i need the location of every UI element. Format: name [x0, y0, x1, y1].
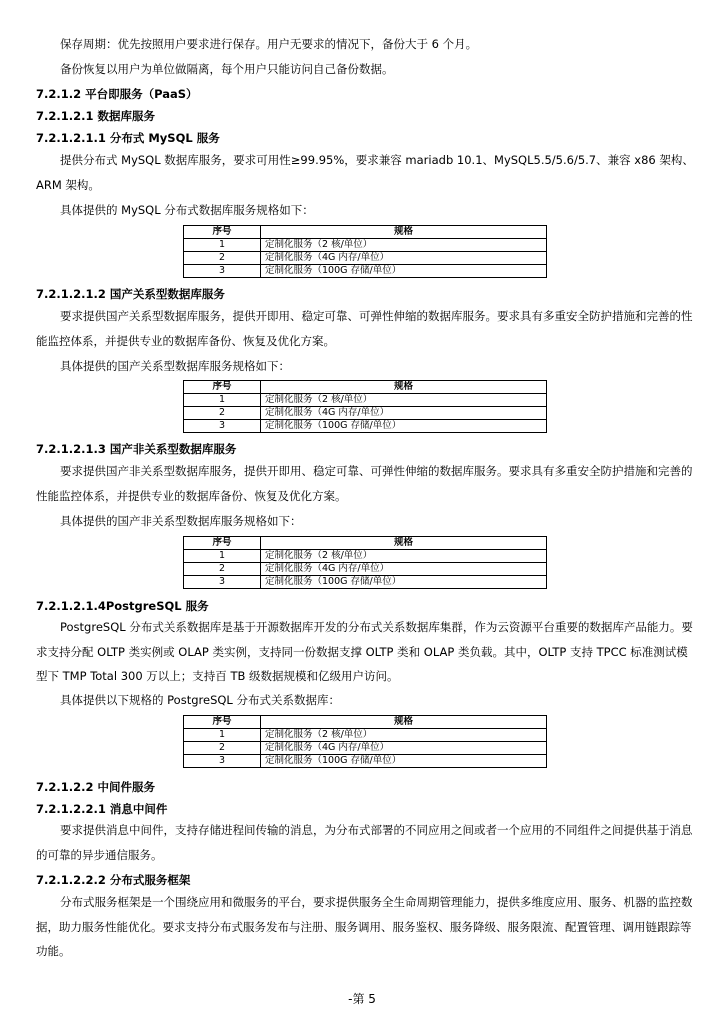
heading-distributed-service-framework: 7.2.1.2.2.2 分布式服务框架 — [36, 873, 191, 887]
heading-mysql: 7.2.1.2.1.1 分布式 MySQL 服务 — [36, 131, 220, 145]
table-header-index: 序号 — [184, 716, 261, 729]
table-cell-index: 1 — [184, 394, 261, 407]
heading-message-middleware: 7.2.1.2.2.1 消息中间件 — [36, 802, 168, 816]
table-cell-spec: 定制化服务（100G 存储/单位） — [261, 755, 547, 768]
table-header-spec: 规格 — [261, 226, 547, 239]
table-row — [184, 420, 547, 433]
table-row — [184, 563, 547, 576]
paragraph-message-middleware-desc: 要求提供消息中间件，支持存储进程间传输的消息，为分布式部署的不同应用之间或者一个应用的不同组件之间提供基于消息的可靠的异步通信服务。 — [36, 823, 693, 862]
table-header-spec: 规格 — [261, 537, 547, 550]
table-cell-spec: 定制化服务（4G 内存/单位） — [261, 407, 547, 420]
table-cell-index: 3 — [184, 265, 261, 278]
table-cell-spec: 定制化服务（2 核/单位） — [261, 550, 547, 563]
table-cell-index: 1 — [184, 550, 261, 563]
table-header-spec: 规格 — [261, 716, 547, 729]
table-cell-index: 2 — [184, 563, 261, 576]
paragraph-distributed-service-framework-desc: 分布式服务框架是一个围绕应用和微服务的平台，要求提供服务全生命周期管理能力，提供多维度应用、服务、机器的监控数据，助力服务性能优化。要求支持分布式服务发布与注册、服务调用、服务鉴权、服务降级、服务限流、配置管理、调用链跟踪等功能。 — [36, 895, 693, 958]
table-row — [184, 239, 547, 252]
table-header-index: 序号 — [184, 537, 261, 550]
table-cell-index: 3 — [184, 755, 261, 768]
table-row — [184, 576, 547, 589]
table-header-index: 序号 — [184, 226, 261, 239]
table-header-row — [184, 716, 547, 729]
table-row — [184, 755, 547, 768]
heading-postgresql: 7.2.1.2.1.4PostgreSQL 服务 — [36, 599, 209, 613]
table-row — [184, 394, 547, 407]
table-row — [184, 252, 547, 265]
paragraph-postgresql-desc: PostgreSQL 分布式关系数据库是基于开源数据库开发的分布式关系数据库集群，作为云资源平台重要的数据库产品能力。要求支持分配 OLTP 类实例或 OLAP 类实例，支持同一份数据支撑 OLTP 类和 OLAP 类负载。其中，OLTP 支持 TPCC 标准测试模型下 TMP Total 300 万以上；支持百 TB 级数据规模和亿级用户访问。 — [36, 620, 693, 683]
table-cell-spec: 定制化服务（100G 存储/单位） — [261, 576, 547, 589]
paragraph-isolation: 备份恢复以用户为单位做隔离，每个用户只能访问自己备份数据。 — [60, 62, 394, 76]
table-cell-spec: 定制化服务（100G 存储/单位） — [261, 265, 547, 278]
table-header-spec: 规格 — [261, 381, 547, 394]
table-row — [184, 265, 547, 278]
paragraph-domestic-nonrelational-desc: 要求提供国产非关系型数据库服务，提供开即用、稳定可靠、可弹性伸缩的数据库服务。要求具有多重安全防护措施和完善的性能监控体系，并提供专业的数据库备份、恢复及优化方案。 — [36, 464, 693, 503]
paragraph-mysql-intro: 具体提供的 MySQL 分布式数据库服务规格如下： — [60, 203, 314, 217]
table-cell-index: 1 — [184, 729, 261, 742]
table-cell-spec: 定制化服务（2 核/单位） — [261, 729, 547, 742]
spec-table-postgresql — [183, 715, 547, 768]
table-row — [184, 742, 547, 755]
heading-domestic-nonrelational: 7.2.1.2.1.3 国产非关系型数据库服务 — [36, 442, 237, 456]
heading-middleware: 7.2.1.2.2 中间件服务 — [36, 780, 155, 794]
heading-database-service: 7.2.1.2.1 数据库服务 — [36, 109, 155, 123]
paragraph-domestic-relational-desc: 要求提供国产关系型数据库服务，提供开即用、稳定可靠、可弹性伸缩的数据库服务。要求具有多重安全防护措施和完善的性能监控体系，并提供专业的数据库备份、恢复及优化方案。 — [36, 309, 693, 348]
paragraph-mysql-desc: 提供分布式 MySQL 数据库服务，要求可用性≥99.95%，要求兼容 mariadb 10.1、MySQL5.5/5.6/5.7、兼容 x86 架构、ARM 架构。 — [36, 153, 694, 192]
table-header-row — [184, 537, 547, 550]
table-header-row — [184, 381, 547, 394]
table-header-row — [184, 226, 547, 239]
table-cell-spec: 定制化服务（4G 内存/单位） — [261, 252, 547, 265]
table-cell-spec: 定制化服务（4G 内存/单位） — [261, 742, 547, 755]
table-cell-index: 3 — [184, 420, 261, 433]
table-cell-spec: 定制化服务（4G 内存/单位） — [261, 563, 547, 576]
table-cell-index: 3 — [184, 576, 261, 589]
spec-table-mysql — [183, 225, 547, 278]
table-cell-index: 2 — [184, 407, 261, 420]
table-row — [184, 407, 547, 420]
heading-domestic-relational: 7.2.1.2.1.2 国产关系型数据库服务 — [36, 287, 225, 301]
table-cell-index: 2 — [184, 742, 261, 755]
paragraph-retention: 保存周期：优先按照用户要求进行保存。用户无要求的情况下，备份大于 6 个月。 — [60, 37, 478, 51]
page-number: -第 5 — [348, 992, 376, 1006]
paragraph-domestic-nonrelational-intro: 具体提供的国产非关系型数据库服务规格如下： — [60, 514, 302, 528]
paragraph-domestic-relational-intro: 具体提供的国产关系型数据库服务规格如下： — [60, 359, 290, 373]
table-cell-spec: 定制化服务（2 核/单位） — [261, 239, 547, 252]
table-cell-spec: 定制化服务（100G 存储/单位） — [261, 420, 547, 433]
table-row — [184, 550, 547, 563]
table-cell-index: 2 — [184, 252, 261, 265]
spec-table-domestic-relational — [183, 380, 547, 433]
paragraph-postgresql-intro: 具体提供以下规格的 PostgreSQL 分布式关系数据库： — [60, 693, 340, 707]
table-cell-index: 1 — [184, 239, 261, 252]
table-row — [184, 729, 547, 742]
table-header-index: 序号 — [184, 381, 261, 394]
table-cell-spec: 定制化服务（2 核/单位） — [261, 394, 547, 407]
spec-table-domestic-nonrelational — [183, 536, 547, 589]
heading-paas: 7.2.1.2 平台即服务（PaaS） — [36, 87, 198, 101]
